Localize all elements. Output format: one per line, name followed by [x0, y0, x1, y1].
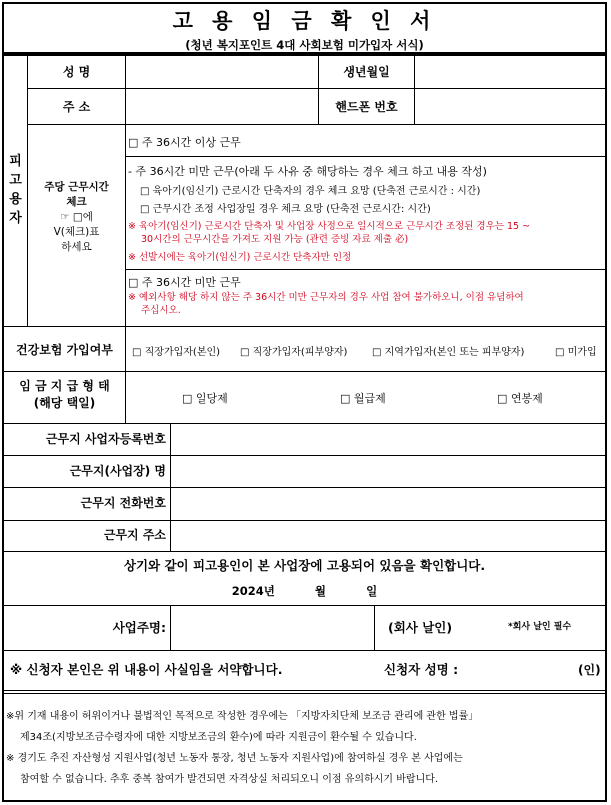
notice-line-3: ※ 경기도 추진 자산형성 지원사업(청년 노동자 통장, 청년 노동자 지원사업)에 참여하실 경우 본 사업에는	[6, 753, 463, 764]
name-field[interactable]	[126, 55, 318, 88]
name-label: 성 명	[62, 65, 91, 79]
wage-option-annual[interactable]: □ 연봉제	[497, 392, 543, 405]
pledge-statement: ※ 신청자 본인은 위 내용이 사실임을 서약합니다.	[10, 662, 283, 677]
wage-option-daily[interactable]: □ 일당제	[182, 392, 228, 405]
wage-option-monthly[interactable]: □ 월급제	[340, 392, 386, 405]
wage-type-label: 임 금 지 급 형 태 (해당 택일)	[19, 379, 110, 410]
workplace-address-label: 근무지 주소	[103, 528, 166, 542]
birth-field[interactable]	[415, 55, 605, 88]
company-seal-label: (회사 날인)	[388, 620, 453, 635]
hours-note-3: ※ 예외사항 해당 하지 않는 주 36시간 미만 근무자의 경우 사업 참여 불가하오니, 이점 유념하여 주십시오.	[128, 292, 524, 316]
phone-label: 핸드폰 번호	[335, 100, 398, 114]
workplace-phone-field[interactable]	[171, 488, 605, 520]
confirm-statement: 상기와 같이 피고용인이 본 사업장에 고용되어 있음을 확인합니다.	[123, 558, 486, 573]
notice-line-4: 참여할 수 없습니다. 추후 중복 참여가 발견되면 자격상실 처리되오니 이점 유의하시기 바랍니다.	[20, 774, 439, 785]
workplace-name-label: 근무지(사업장) 명	[69, 464, 166, 478]
applicant-name-label: 신청자 성명 :	[384, 662, 459, 677]
insured-side-label: 피고용자	[9, 154, 22, 226]
workplace-address-field[interactable]	[171, 521, 605, 551]
hours-under-36-header: - 주 36시간 미만 근무(아래 두 사유 중 해당하는 경우 체크 하고 내용 작성)	[128, 165, 487, 178]
workplace-reg-label: 근무지 사업자등록번호	[45, 432, 166, 446]
health-option-none[interactable]: □ 미가입	[555, 347, 597, 358]
notice-line-2: 제34조(지방보조금수령자에 대한 지방보조금의 환수)에 따라 지원금이 환수될 수 있습니다.	[20, 732, 417, 743]
hours-label: 주당 근무시간 체크 ☞ □에 V(체크)표 하세요	[44, 181, 109, 253]
hours-note-1: ※ 육아기(임신기) 근로시간 단축자 및 사업장 사정으로 일시적으로 근무시간 조정된 경우는 15 ~ 30시간의 근무시간을 가져도 지원 가능 (관련 증빙 자료 제출 必)	[128, 221, 531, 245]
health-option-dependent[interactable]: □ 직장가입자(피부양자)	[240, 347, 348, 358]
company-seal-note: *회사 날인 필수	[508, 622, 572, 632]
hours-option-36-plus[interactable]: □ 주 36시간 이상 근무	[128, 136, 241, 149]
health-option-employee[interactable]: □ 직장가입자(본인)	[132, 347, 221, 358]
form-subtitle: (청년 복지포인트 4대 사회보험 미가입자 서식)	[185, 38, 424, 52]
notice-line-1: ※위 기재 내용이 허위이거나 불법적인 목적으로 작성한 경우에는 「지방자치단체 보조금 관리에 관한 법률」	[6, 711, 479, 722]
hours-option-under-36[interactable]: □ 주 36시간 미만 근무	[128, 276, 241, 289]
applicant-seal: (인)	[578, 663, 601, 677]
birth-label: 생년월일	[343, 65, 390, 79]
health-insurance-label: 건강보험 가입여부	[16, 342, 113, 357]
hours-option-workplace-adjust[interactable]: □ 근무시간 조정 사업장일 경우 체크 요망 (단축전 근로시간: 시간)	[140, 204, 431, 215]
hours-option-childcare-reduction[interactable]: □ 육아기(임신기) 근로시간 단축자의 경우 체크 요망 (단축전 근로시간 : 시간)	[140, 186, 481, 197]
address-label: 주 소	[62, 100, 91, 114]
owner-name-field[interactable]	[171, 606, 374, 650]
confirm-date: 2024년 월 일	[231, 584, 378, 598]
form-header	[2, 2, 607, 54]
form-title: 고 용 임 금 확 인 서	[172, 9, 437, 33]
workplace-reg-field[interactable]	[171, 424, 605, 455]
workplace-phone-label: 근무지 전화번호	[80, 496, 166, 510]
phone-field[interactable]	[415, 89, 605, 124]
workplace-name-field[interactable]	[171, 456, 605, 487]
health-option-regional[interactable]: □ 지역가입자(본인 또는 피부양자)	[372, 347, 525, 358]
address-field[interactable]	[126, 89, 318, 124]
owner-name-label: 사업주명:	[112, 620, 166, 635]
hours-note-2: ※ 선발시에는 육아기(임신기) 근로시간 단축자만 인정	[128, 252, 352, 263]
notice-block	[6, 706, 604, 790]
applicant-name-field[interactable]	[478, 656, 578, 684]
